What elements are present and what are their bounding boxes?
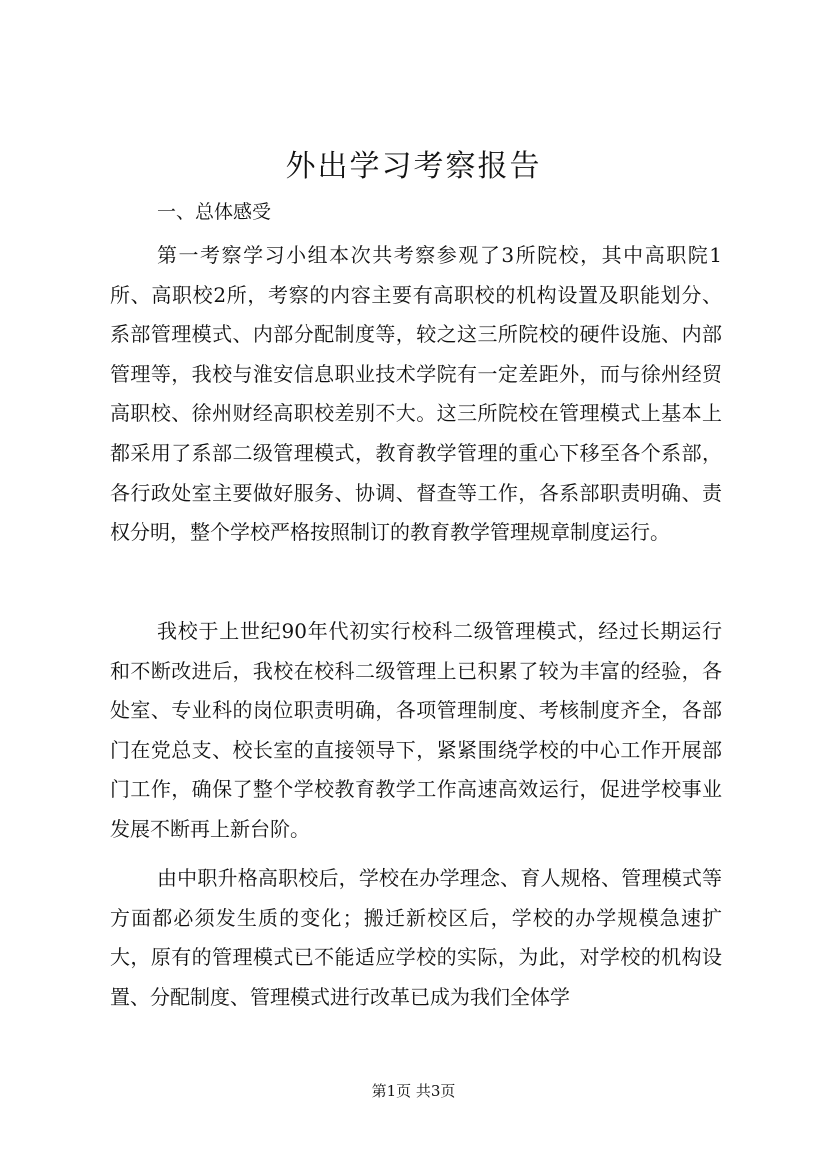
page-footer: 第1页 共3页 — [371, 1082, 456, 1100]
paragraph-2: 我校于上世纪90年代初实行校科二级管理模式，经过长期运行和不断改进后，我校在校科二级管理上已积累了较为丰富的经验，各处室、专业科的岗位职责明确，各项管理制度、考核制度齐全，各部门在党总支、校长室的直接领导下，紧紧围绕学校的中心工作开展部门工作，确保了整个学校教育教学工作高速高效运行，促进学校事业发展不断再上新台阶。 — [110, 619, 722, 841]
paragraph-1: 第一考察学习小组本次共考察参观了3所院校，其中高职院1所、高职校2所，考察的内容主要有高职校的机构设置及职能划分、系部管理模式、内部分配制度等，较之这三所院校的硬件设施、内部管理等，我校与淮安信息职业技术学院有一定差距外，而与徐州经贸高职校、徐州财经高职校差别不大。这三所院校在管理模式上基本上都采用了系部二级管理模式，教育教学管理的重心下移至各个系部，各行政处室主要做好服务、协调、督查等工作，各系部职责明确、责权分明，整个学校严格按照制订的教育教学管理规章制度运行。 — [110, 243, 722, 545]
section-heading: 一、总体感受 — [157, 201, 272, 223]
paragraph-3: 由中职升格高职校后，学校在办学理念、育人规格、管理模式等方面都必须发生质的变化；搬迁新校区后，学校的办学规模急速扩大，原有的管理模式已不能适应学校的实际，为此，对学校的机构设置、分配制度、管理模式进行改革已成为我们全体学 — [110, 866, 722, 1009]
document-title: 外出学习考察报告 — [285, 149, 542, 184]
